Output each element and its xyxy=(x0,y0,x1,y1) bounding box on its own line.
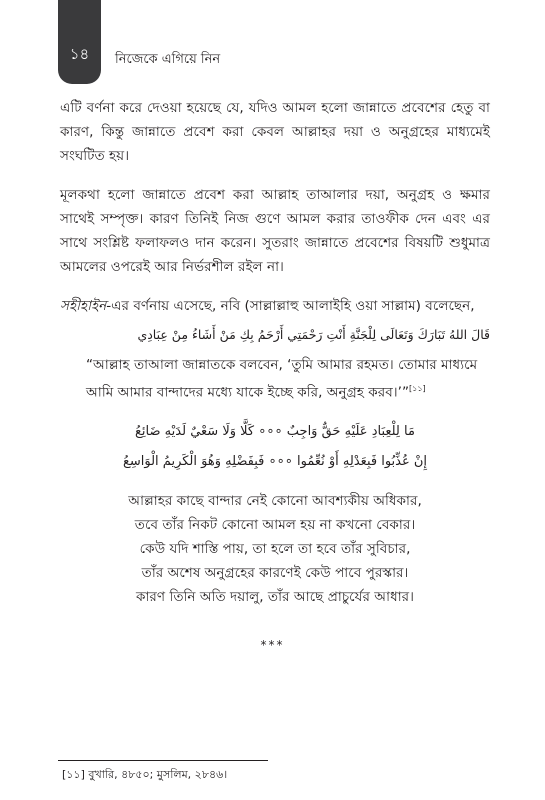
footnote-divider xyxy=(58,760,268,761)
hadith-source: সহীহাইন xyxy=(60,298,107,314)
poem-arabic-line: مَا لِلْعِبَادِ عَلَيْهِ حَقٌّ وَاجِبٌ ∘∘∘ كَلَّا وَلَا سَعْيٌ لَدَيْهِ ضَائِعُ xyxy=(135,423,415,439)
page-number: ১৪ xyxy=(69,45,90,63)
poem-line: আল্লাহর কাছে বান্দার নেই কোনো আবশ্যকীয় অধিকার, xyxy=(128,492,422,509)
footnote-ref: [১১] xyxy=(409,384,426,393)
poem-arabic-line: إِنْ عُذِّبُوا فَبِعَدْلِهِ أَوْ نُعِّمُوا ∘∘∘ فَبِفَضْلِهِ وَهُوَ الْكَرِيمُ الْوَاسِعُ xyxy=(122,453,428,469)
page-body xyxy=(60,96,490,609)
hadith-arabic: قَالَ اللهُ تَبَارَكَ وَتَعَالَى لِلْجَنَّةِ أَنْتِ رَحْمَتِي أَرْحَمُ بِكِ مَنْ أَشَاءُ مِنْ عِبَادِي xyxy=(137,327,490,342)
hadith-translation-text: “আল্লাহ তাআলা জান্নাতকে বলবেন, ‘তুমি আমার রহমত। তোমার মাধ্যমে আমি আমার বান্দাদের মধ্যে যাকে ইচ্ছে করি, অনুগ্রহ করব।’” xyxy=(86,357,478,401)
paragraph-1: এটি বর্ণনা করে দেওয়া হয়েছে যে, যদিও আমল হলো জান্নাতে প্রবেশের হেতু বা কারণ, কিন্তু জান্নাতে প্রবেশ করা কেবল আল্লাহর দয়া ও অনুগ্রহের মাধ্যমেই সংঘটিত হয়। xyxy=(60,100,490,164)
poem-bengali xyxy=(60,489,490,609)
hadith-translation xyxy=(60,354,490,405)
paragraph-2: মূলকথা হলো জান্নাতে প্রবেশ করা আল্লাহ তাআলার দয়া, অনুগ্রহ ও ক্ষমার সাথেই সম্পৃক্ত। কারণ তিনিই নিজ গুণে আমল করার তাওফীক দেন এবং এর সাথে সংশ্লিষ্ট ফলাফলও দান করেন। সুতরাং জান্নাতে প্রবেশের বিষয়টি শুধুমাত্র আমলের ওপরেই আর নির্ভরশীল রইল না। xyxy=(60,187,490,275)
footnote: [১১] বুখারি, ৪৮৫০; মুসলিম, ২৮৪৬। xyxy=(62,768,228,781)
poem-line: কেউ যদি শাস্তি পায়, তা হলে তা হবে তাঁর সুবিচার, xyxy=(139,540,411,557)
page-number-tab xyxy=(58,0,101,84)
poem-arabic xyxy=(60,417,490,477)
poem-line: তাঁর অশেষ অনুগ্রহের কারণেই কেউ পাবে পুরস্কার। xyxy=(141,564,409,581)
poem-line: কারণ তিনি অতি দয়ালু, তাঁর আছে প্রাচুর্যের আধার। xyxy=(135,588,415,605)
hadith-intro-text: -এর বর্ণনায় এসেছে, নবি (সাল্লাল্লাহু আলাইহি ওয়া সাল্লাম) বলেছেন, xyxy=(106,298,475,314)
running-title: নিজেকে এগিয়ে নিন xyxy=(115,52,221,67)
section-separator: *** xyxy=(260,638,285,652)
poem-line: তবে তাঁর নিকট কোনো আমল হয় না কখনো বেকার। xyxy=(134,516,416,533)
hadith-intro xyxy=(60,294,490,318)
